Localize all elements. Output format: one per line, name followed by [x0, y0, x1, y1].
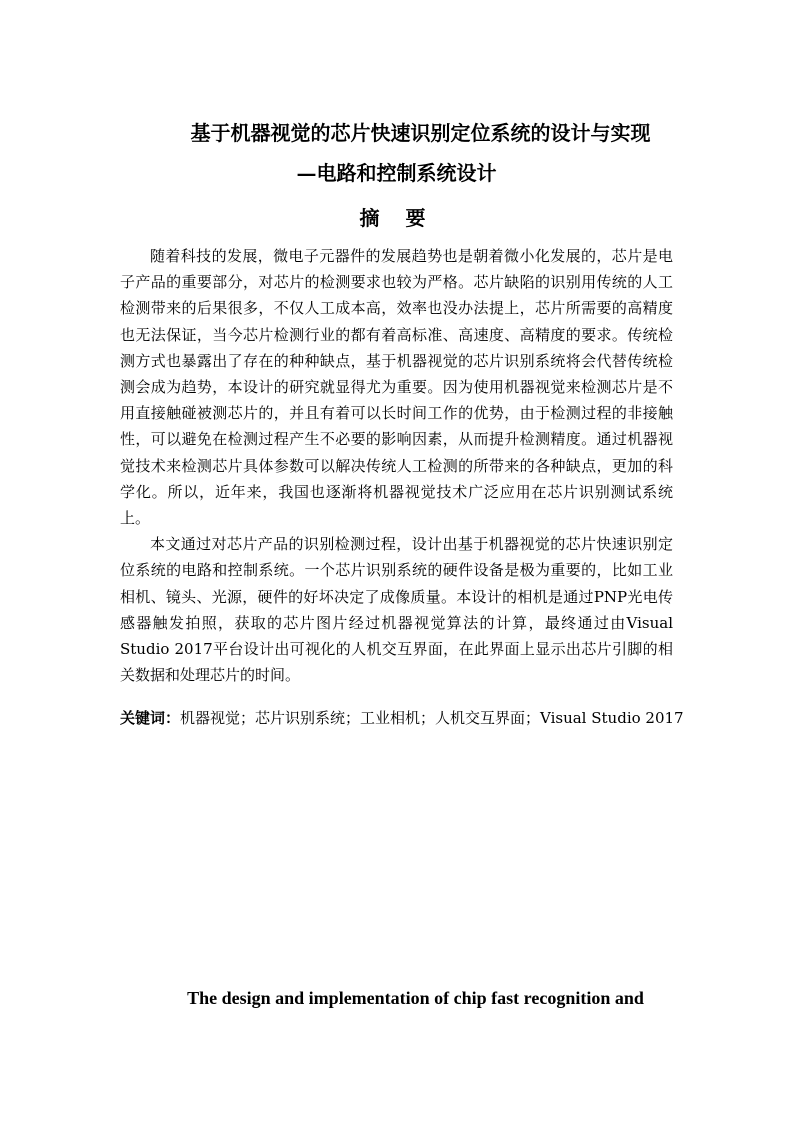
english-title-line-1: The design and implementation of chip fast recognition and: [187, 988, 644, 1008]
keywords-list: 机器视觉；芯片识别系统；工业相机；人机交互界面；Visual Studio 2017: [180, 709, 684, 727]
title-line-1: 基于机器视觉的芯片快速识别定位系统的设计与实现: [190, 121, 651, 145]
abstract-body: [120, 243, 673, 688]
abstract-paragraph-2: 本文通过对芯片产品的识别检测过程，设计出基于机器视觉的芯片快速识别定位系统的电路和控制系统。一个芯片识别系统的硬件设备是极为重要的，比如工业相机、镜头、光源，硬件的好坏决定了成像质量。本设计的相机是通过PNP光电传感器触发拍照，获取的芯片图片经过机器视觉算法的计算，最终通过由Visual Studio 2017平台设计出可视化的人机交互界面，在此界面上显示出芯片引脚的相关数据和处理芯片的时间。: [120, 535, 673, 685]
keywords-line: [120, 705, 684, 731]
keywords-label: 关键词：: [120, 709, 181, 727]
abstract-paragraph-1: 随着科技的发展，微电子元器件的发展趋势也是朝着微小化发展的，芯片是电子产品的重要部分，对芯片的检测要求也较为严格。芯片缺陷的识别用传统的人工检测带来的后果很多，不仅人工成本高，效率也没办法提上，芯片所需要的高精度也无法保证，当今芯片检测行业的都有着高标准、高速度、高精度的要求。传统检测方式也暴露出了存在的种种缺点，基于机器视觉的芯片识别系统将会代替传统检测会成为趋势，本设计的研究就显得尤为重要。因为使用机器视觉来检测芯片是不用直接触碰被测芯片的，并且有着可以长时间工作的优势，由于检测过程的非接触性，可以避免在检测过程产生不必要的影响因素，从而提升检测精度。通过机器视觉技术来检测芯片具体参数可以解决传统人工检测的所带来的各种缺点，更加的科学化。所以，近年来，我国也逐渐将机器视觉技术广泛应用在芯片识别测试系统上。: [120, 247, 673, 528]
abstract-heading: 摘要: [359, 206, 452, 230]
title-line-2: —电路和控制系统设计: [296, 161, 497, 185]
